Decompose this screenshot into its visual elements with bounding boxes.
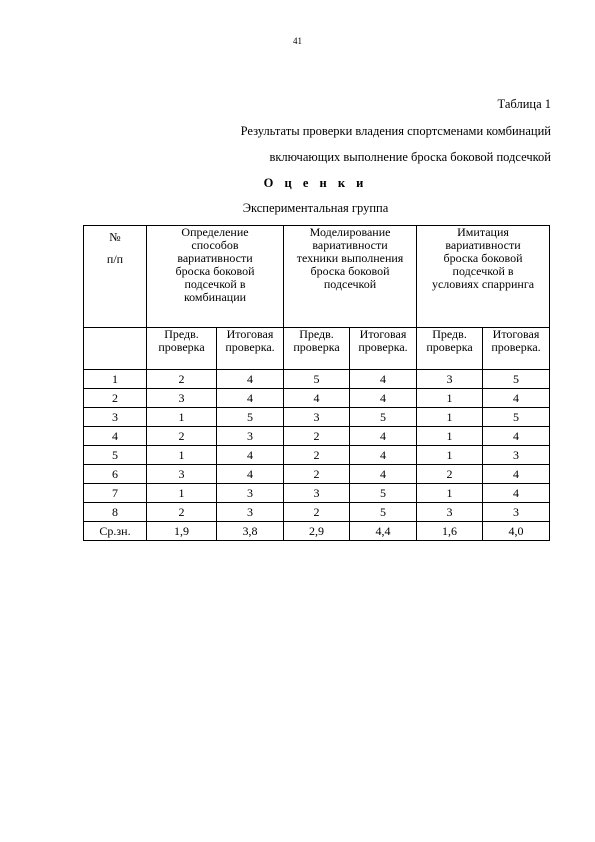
subheader-text: Итоговая проверка. [491,327,541,354]
header-num-empty [84,328,147,370]
header-num-text: № п/п [106,230,124,266]
table-cell: 1 [417,408,483,427]
table-row [84,465,550,484]
table-cell: 4 [350,446,417,465]
table-cell: 3 [483,446,550,465]
table-row [84,408,550,427]
subheader-cell [147,328,217,370]
table-cell: 4 [483,465,550,484]
table-cell: 2 [147,427,217,446]
page-number: 41 [293,36,302,46]
header-group-1 [147,226,284,328]
table-cell: 2 [284,446,350,465]
table-cell: 4 [483,484,550,503]
subheader-text: Предв. проверка [426,327,473,354]
table-cell: 3 [284,484,350,503]
table-cell: 5 [217,408,284,427]
table-row [84,446,550,465]
table-cell: 2 [284,427,350,446]
table-cell: 5 [350,484,417,503]
table-cell: 1,6 [417,522,483,541]
table-cell: 4 [350,465,417,484]
subheader-cell [483,328,550,370]
table-cell: 3 [417,503,483,522]
row-label-cell: 2 [84,389,147,408]
row-label-cell: Ср.зн. [84,522,147,541]
table-title-line-2: включающих выполнение броска боковой подсечкой [269,150,551,164]
header-row-groups [84,226,550,328]
header-group-3-text: Имитация вариативности броска боковой подсечкой в условиях спарринга [431,225,535,291]
table-cell: 3 [217,427,284,446]
table-cell: 2 [284,503,350,522]
results-table [83,225,550,541]
header-num [84,226,147,328]
row-label-cell: 5 [84,446,147,465]
table-cell: 2,9 [284,522,350,541]
table-cell: 2 [284,465,350,484]
table-cell: 3 [417,370,483,389]
subheader-cell [350,328,417,370]
table-cell: 3 [483,503,550,522]
table-cell: 4 [217,389,284,408]
table-cell: 1 [147,446,217,465]
header-group-2-text: Моделирование вариативности техники выполнения броска боковой подсечкой [296,225,404,291]
table-row [84,503,550,522]
table-cell: 5 [483,408,550,427]
table-subtitle: О ц е н к и [263,176,368,190]
subheader-text: Итоговая проверка. [225,327,275,354]
table-row [84,389,550,408]
table-title-line-1: Результаты проверки владения спортсменами комбинаций [240,124,551,138]
row-label-cell: 4 [84,427,147,446]
table-row [84,370,550,389]
subheader-cell [284,328,350,370]
table-cell: 4 [217,370,284,389]
table-cell: 5 [350,503,417,522]
table-cell: 2 [147,503,217,522]
header-row-checks [84,328,550,370]
table-cell: 1 [417,484,483,503]
table-cell: 3 [217,484,284,503]
table-row [84,522,550,541]
table-cell: 1,9 [147,522,217,541]
table-cell: 3 [147,389,217,408]
row-label-cell: 3 [84,408,147,427]
header-group-1-text: Определение способов вариативности броска боковой подсечкой в комбинации [175,225,255,304]
table-row [84,427,550,446]
table-cell: 3 [217,503,284,522]
table-cell: 4 [483,389,550,408]
table-cell: 4 [350,389,417,408]
subheader-text: Итоговая проверка. [358,327,408,354]
table-cell: 4 [350,427,417,446]
table-cell: 1 [147,484,217,503]
table-cell: 5 [483,370,550,389]
table-body [84,370,550,541]
table-cell: 4 [217,465,284,484]
table-label: Таблица 1 [497,97,551,111]
table-cell: 4,4 [350,522,417,541]
table-cell: 1 [417,446,483,465]
subheader-cell [417,328,483,370]
subheader-text: Предв. проверка [158,327,205,354]
row-label-cell: 6 [84,465,147,484]
group-label: Экспериментальная группа [242,201,389,215]
row-label-cell: 1 [84,370,147,389]
table-cell: 3 [284,408,350,427]
table-cell: 2 [417,465,483,484]
table-cell: 1 [417,427,483,446]
table-cell: 4 [284,389,350,408]
row-label-cell: 7 [84,484,147,503]
subheader-cell [217,328,284,370]
table-cell: 1 [417,389,483,408]
table-cell: 1 [147,408,217,427]
table-cell: 2 [147,370,217,389]
table-cell: 4 [217,446,284,465]
row-label-cell: 8 [84,503,147,522]
table-cell: 4 [350,370,417,389]
table-row [84,484,550,503]
table-cell: 5 [284,370,350,389]
header-group-2 [284,226,417,328]
table-cell: 3 [147,465,217,484]
table-cell: 4 [483,427,550,446]
header-group-3 [417,226,550,328]
table-cell: 3,8 [217,522,284,541]
subheader-text: Предв. проверка [293,327,340,354]
table-cell: 4,0 [483,522,550,541]
table-cell: 5 [350,408,417,427]
